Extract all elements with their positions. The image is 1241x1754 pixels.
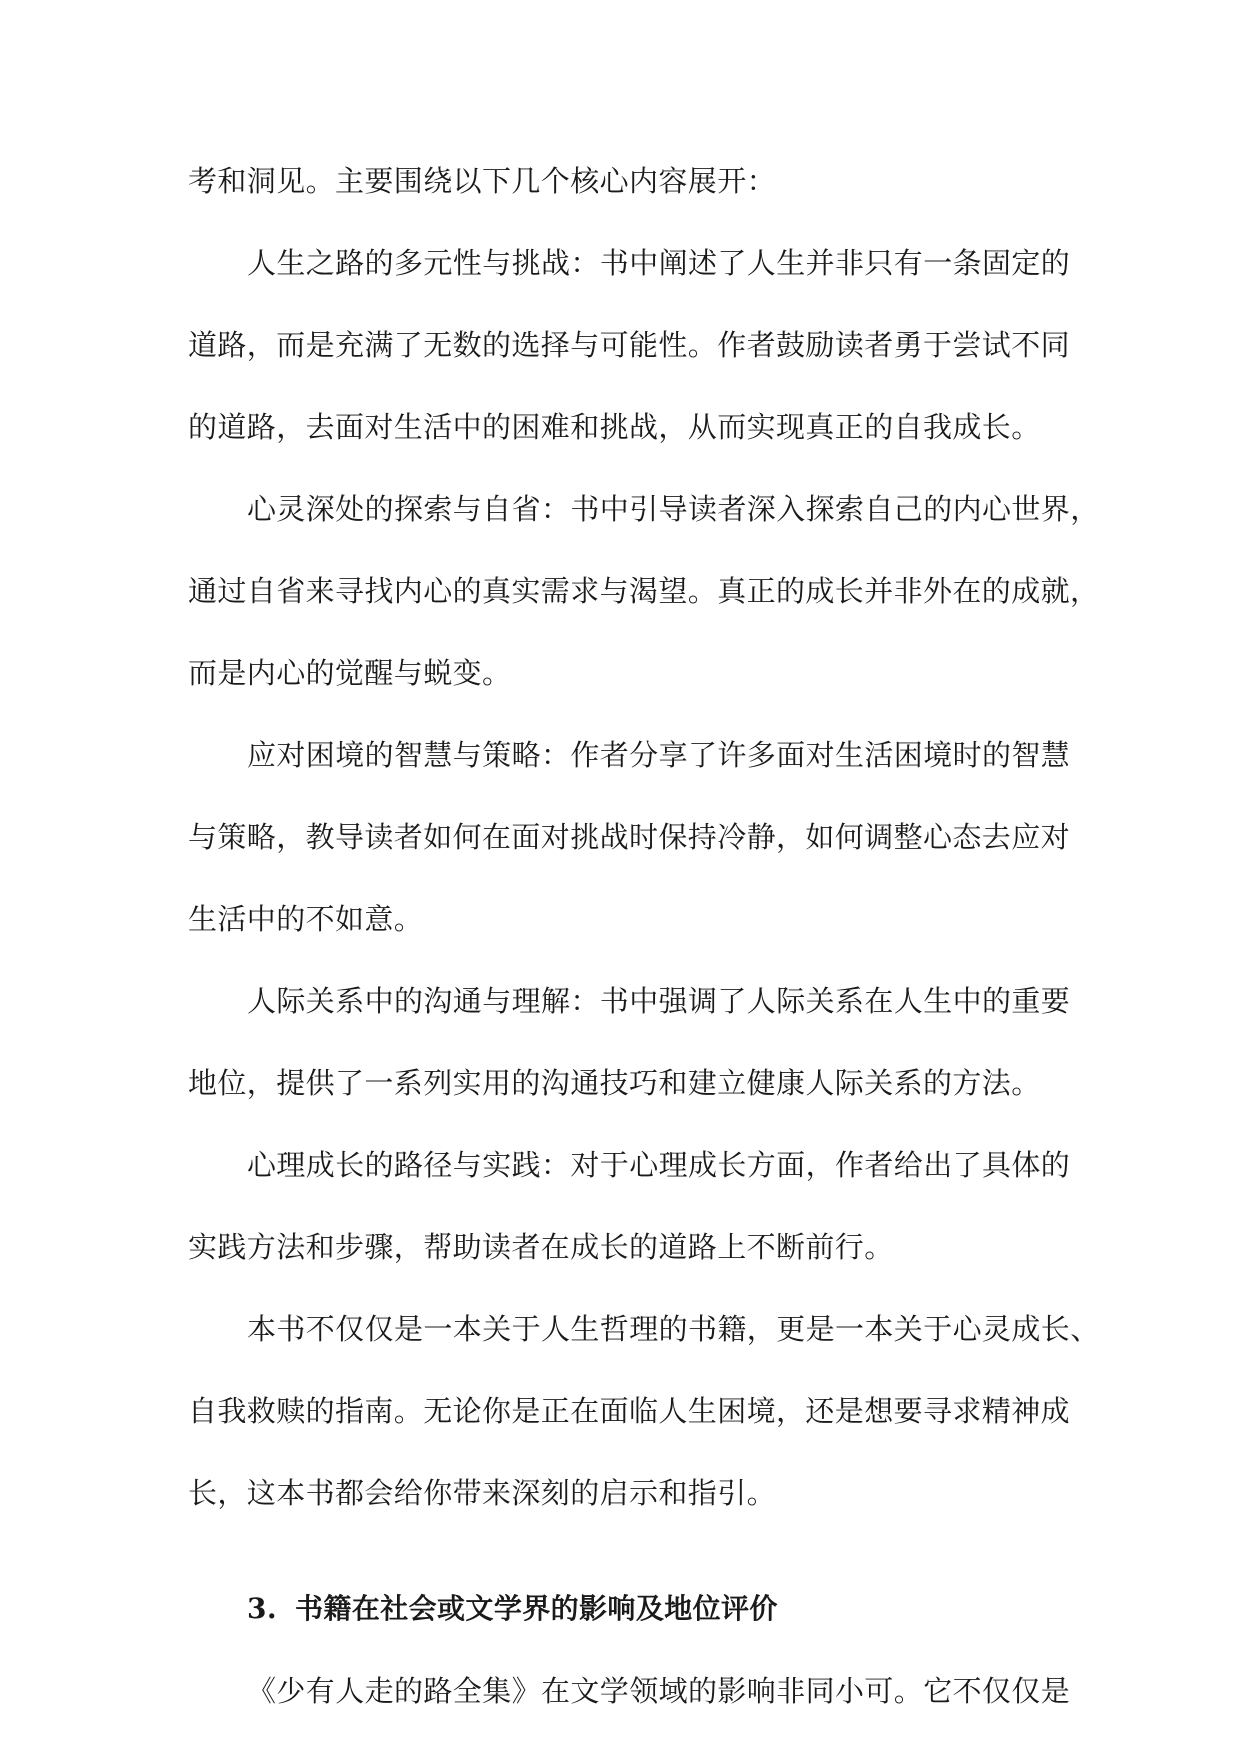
paragraph-intro-tail-line-1: 考和洞见。主要围绕以下几个核心内容展开： [188,164,777,198]
paragraph-summary-line-3: 长，这本书都会给你带来深刻的启示和指引。 [188,1476,777,1510]
paragraph-point-4-line-2: 地位，提供了一系列实用的沟通技巧和建立健康人际关系的方法。 [188,1066,1041,1100]
section-spacer [188,1534,1056,1568]
paragraph-summary-line-2: 自我救赎的指南。无论你是正在面临人生困境，还是想要寻求精神成 [188,1394,1071,1428]
section-heading-title: 书籍在社会或文学界的影响及地位评价 [295,1592,778,1625]
paragraph-point-1-line-2: 道路，而是充满了无数的选择与可能性。作者鼓励读者勇于尝试不同 [188,328,1071,362]
paragraph-summary-line-1: 本书不仅仅是一本关于人生哲理的书籍，更是一本关于心灵成长、 [247,1312,1100,1346]
paragraph-point-3-line-3: 生活中的不如意。 [188,902,424,936]
paragraph-point-1-line-1: 人生之路的多元性与挑战：书中阐述了人生并非只有一条固定的 [247,246,1071,280]
document-page [188,140,1100,1732]
section-heading-number: 3. [247,1592,278,1625]
paragraph-point-2-line-1: 心灵深处的探索与自省：书中引导读者深入探索自己的内心世界， [247,492,1100,526]
paragraph-point-4-line-1: 人际关系中的沟通与理解：书中强调了人际关系在人生中的重要 [247,984,1071,1018]
section-heading [188,1568,1056,1650]
paragraph-point-5-line-2: 实践方法和步骤，帮助读者在成长的道路上不断前行。 [188,1230,894,1264]
paragraph-point-3-line-1: 应对困境的智慧与策略：作者分享了许多面对生活困境时的智慧 [247,738,1071,772]
paragraph-point-5-line-1: 心理成长的路径与实践：对于心理成长方面，作者给出了具体的 [247,1148,1071,1182]
paragraph-point-2-line-2: 通过自省来寻找内心的真实需求与渴望。真正的成长并非外在的成就， [188,574,1100,608]
paragraph-point-1-line-3: 的道路，去面对生活中的困难和挑战，从而实现真正的自我成长。 [188,410,1041,444]
paragraph-point-3-line-2: 与策略，教导读者如何在面对挑战时保持冷静，如何调整心态去应对 [188,820,1071,854]
section-paragraph-line-1: 《少有人走的路全集》在文学领域的影响非同小可。它不仅仅是 [247,1674,1071,1708]
paragraph-point-2-line-3: 而是内心的觉醒与蜕变。 [188,656,512,690]
